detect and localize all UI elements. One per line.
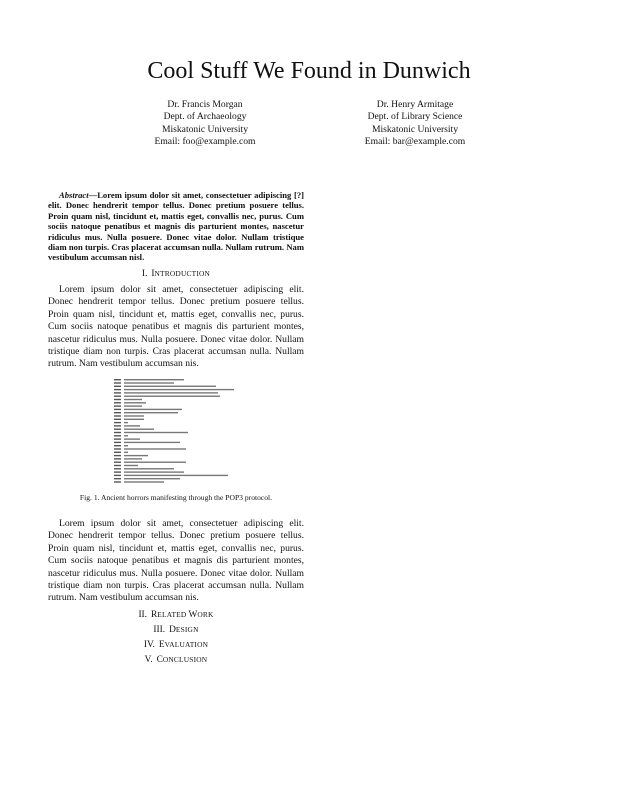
- author-block-1: [105, 99, 305, 149]
- section-heading-introduction: [48, 268, 304, 280]
- figure-caption: Fig. 1. Ancient horrors manifesting through the POP3 protocol.: [79, 493, 273, 502]
- section-title-initial: E: [158, 640, 165, 650]
- author-dept: Dept. of Library Science: [367, 111, 463, 123]
- section-number: I.: [141, 269, 148, 279]
- author-org: Miskatonic University: [371, 123, 459, 135]
- code-listing-image: [114, 377, 234, 485]
- body-paragraph: Lorem ipsum dolor sit amet, consectetuer adipiscing elit. Donec hendrerit tempor tellus. Donec pretium posuere tellus. Proin quam nisl, tincidunt et, mattis eget, convallis nec, purus. Cum sociis natoque penatibus et magnis dis parturient montes, nascetur ridiculus mus. Nulla posuere. Donec vitae dolor. Nullam tristique diam non turpis. Cras placerat accumsan nulla. Nullam rutrum. Nam vestibulum accumsan nis.: [48, 518, 304, 604]
- section-title-rest: NTRODUCTION: [154, 269, 211, 278]
- section-title-rest: ELATED: [157, 610, 187, 619]
- section-number: IV.: [143, 640, 155, 650]
- section-title-rest: VALUATION: [164, 640, 209, 649]
- section-number: V.: [144, 655, 153, 665]
- figure-listing: [114, 377, 234, 485]
- section-title-initial: I: [151, 269, 155, 279]
- author-dept: Dept. of Archaeology: [163, 111, 247, 123]
- abstract-dash: —: [88, 190, 98, 200]
- author-name: Dr. Henry Armitage: [376, 99, 454, 110]
- section-title-initial: R: [151, 610, 158, 620]
- author-block-2: [315, 99, 515, 149]
- author-email: Email: bar@example.com: [364, 136, 466, 148]
- abstract-label: Abstract: [59, 190, 89, 200]
- section-title-initial: W: [188, 610, 198, 620]
- section-heading-evaluation: [48, 639, 304, 651]
- section-number: II.: [138, 610, 148, 620]
- section-title-initial: D: [169, 625, 176, 635]
- section-heading-related-work: [48, 609, 304, 621]
- section-title-initial: C: [156, 655, 163, 665]
- abstract-text: Lorem ipsum dolor sit amet, consectetuer adipiscing [?] elit. Donec hendrerit tempor tellus. Donec pretium posuere tellus. Proin quam nisl, tincidunt et, mattis eget, convallis nec, purus. Cum sociis natoque penatibus et magnis dis parturient montes, nascetur ridiculus mus. Nulla posuere. Donec vitae dolor. Nullam tristique diam non turpis. Cras placerat accumsan nulla. Nullam rutrum. Nam vestibulum accumsan nisl.: [48, 190, 304, 263]
- section-title-rest: ORK: [197, 610, 214, 619]
- abstract: [48, 190, 304, 263]
- section-heading-conclusion: [48, 654, 304, 666]
- author-name: Dr. Francis Morgan: [167, 99, 243, 110]
- author-org: Miskatonic University: [161, 123, 249, 135]
- section-title-rest: ONCLUSION: [162, 655, 208, 664]
- section-heading-design: [48, 624, 304, 636]
- section-number: III.: [153, 625, 166, 635]
- author-email: Email: foo@example.com: [154, 136, 256, 148]
- body-paragraph: Lorem ipsum dolor sit amet, consectetuer adipiscing elit. Donec hendrerit tempor tellus. Donec pretium posuere tellus. Proin quam nisl, tincidunt et, mattis eget, convallis nec, purus. Cum sociis natoque penatibus et magnis dis parturient montes, nascetur ridiculus mus. Nulla posuere. Donec vitae dolor. Nullam tristique diam non turpis. Cras placerat accumsan nulla. Nullam rutrum. Nam vestibulum accumsan nis.: [48, 284, 304, 370]
- paper-title: Cool Stuff We Found in Dunwich: [147, 58, 471, 84]
- section-title-rest: ESIGN: [175, 625, 199, 634]
